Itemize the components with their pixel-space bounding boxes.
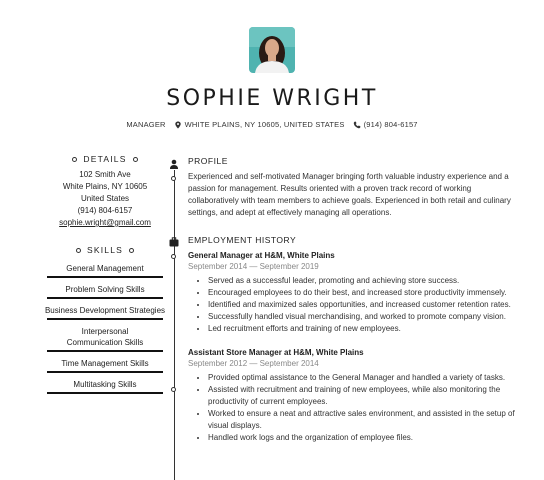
job-dates: September 2012 — September 2014 bbox=[188, 359, 319, 368]
profile-photo bbox=[249, 27, 295, 73]
email-link[interactable]: sophie.wright@gmail.com bbox=[59, 218, 151, 227]
skill-item: General Management bbox=[32, 260, 178, 281]
bullet-circle-icon bbox=[133, 157, 138, 162]
timeline-dot bbox=[171, 176, 176, 181]
address-city: White Plains, NY 10605 bbox=[62, 182, 148, 191]
skill-bar bbox=[47, 392, 163, 394]
job-bullets bbox=[188, 275, 518, 335]
skill-bar bbox=[47, 276, 163, 278]
location-text: WHITE PLAINS, NY 10605, UNITED STATES bbox=[184, 120, 345, 129]
phone-icon bbox=[353, 121, 361, 129]
phone-text: (914) 804-6157 bbox=[363, 120, 418, 129]
skill-item: Problem Solving Skills bbox=[32, 281, 178, 302]
skill-bar bbox=[47, 318, 163, 320]
bullet-circle-icon bbox=[72, 157, 77, 162]
person-icon bbox=[169, 156, 179, 166]
skill-item: Multitasking Skills bbox=[32, 376, 178, 397]
job-entry bbox=[188, 251, 518, 335]
skill-item: Time Management Skills bbox=[32, 355, 178, 376]
skill-bar bbox=[47, 297, 163, 299]
job-title: General Manager at H&M, White Plains bbox=[188, 251, 335, 260]
candidate-name: SOPHIE WRIGHT bbox=[166, 86, 378, 111]
employment-section bbox=[188, 235, 518, 444]
list-item: • Worked to ensure a neat and attractive sales environment, and assisted in the setup of visual displays. bbox=[208, 408, 518, 432]
skills-heading: SKILLS bbox=[32, 245, 178, 255]
details-heading: DETAILS bbox=[32, 154, 178, 164]
contact-line bbox=[0, 120, 544, 129]
list-item: • Identified and maximized sales opportunities, and increased customer retention rates. bbox=[208, 299, 518, 311]
address-country: United States bbox=[80, 194, 130, 203]
employment-heading: EMPLOYMENT HISTORY bbox=[188, 235, 297, 245]
list-item: • Handled work logs and the organization of employee files. bbox=[208, 432, 518, 444]
location-pin-icon bbox=[174, 121, 182, 129]
briefcase-icon bbox=[169, 234, 179, 244]
profile-text: Experienced and self-motivated Manager bringing forth valuable industry experience and a passion for management. Results oriented with a proven track record of working collaboratively with team members to achieve goals. Experienced in both retail and culinary settings, and adept at effectively managing all operations. bbox=[188, 172, 511, 217]
left-column bbox=[32, 154, 178, 397]
list-item: • Encouraged employees to do their best, and increased store productivity immensely. bbox=[208, 287, 518, 299]
list-item: • Served as a successful leader, promoting and achieving store success. bbox=[208, 275, 518, 287]
timeline-dot bbox=[171, 254, 176, 259]
job-bullets bbox=[188, 372, 518, 444]
skill-item: Business Development Strategies bbox=[32, 302, 178, 323]
profile-heading: PROFILE bbox=[188, 156, 228, 166]
details-block bbox=[32, 169, 178, 229]
skill-item: Interpersonal Communication Skills bbox=[32, 323, 178, 355]
timeline-line bbox=[174, 170, 175, 480]
profile-section bbox=[188, 156, 518, 219]
details-phone: (914) 804-6157 bbox=[77, 206, 133, 215]
list-item: • Successfully handled visual merchandising, and worked to promote company vision. bbox=[208, 311, 518, 323]
bullet-circle-icon bbox=[76, 248, 81, 253]
job-title: Assistant Store Manager at H&M, White Plains bbox=[188, 348, 364, 357]
list-item: • Assisted with recruitment and training of new employees, while also monitoring the productivity of current employees. bbox=[208, 384, 518, 408]
job-entry bbox=[188, 348, 518, 444]
job-title-label: MANAGER bbox=[126, 120, 166, 129]
skill-bar bbox=[47, 371, 163, 373]
skills-list bbox=[32, 260, 178, 397]
bullet-circle-icon bbox=[129, 248, 134, 253]
list-item: • Provided optimal assistance to the General Manager and handled a variety of tasks. bbox=[208, 372, 518, 384]
list-item: • Led recruitment efforts and training of new employees. bbox=[208, 323, 518, 335]
address-street: 102 Smith Ave bbox=[79, 170, 131, 179]
skill-bar bbox=[47, 350, 163, 352]
timeline-dot bbox=[171, 387, 176, 392]
job-dates: September 2014 — September 2019 bbox=[188, 262, 319, 271]
